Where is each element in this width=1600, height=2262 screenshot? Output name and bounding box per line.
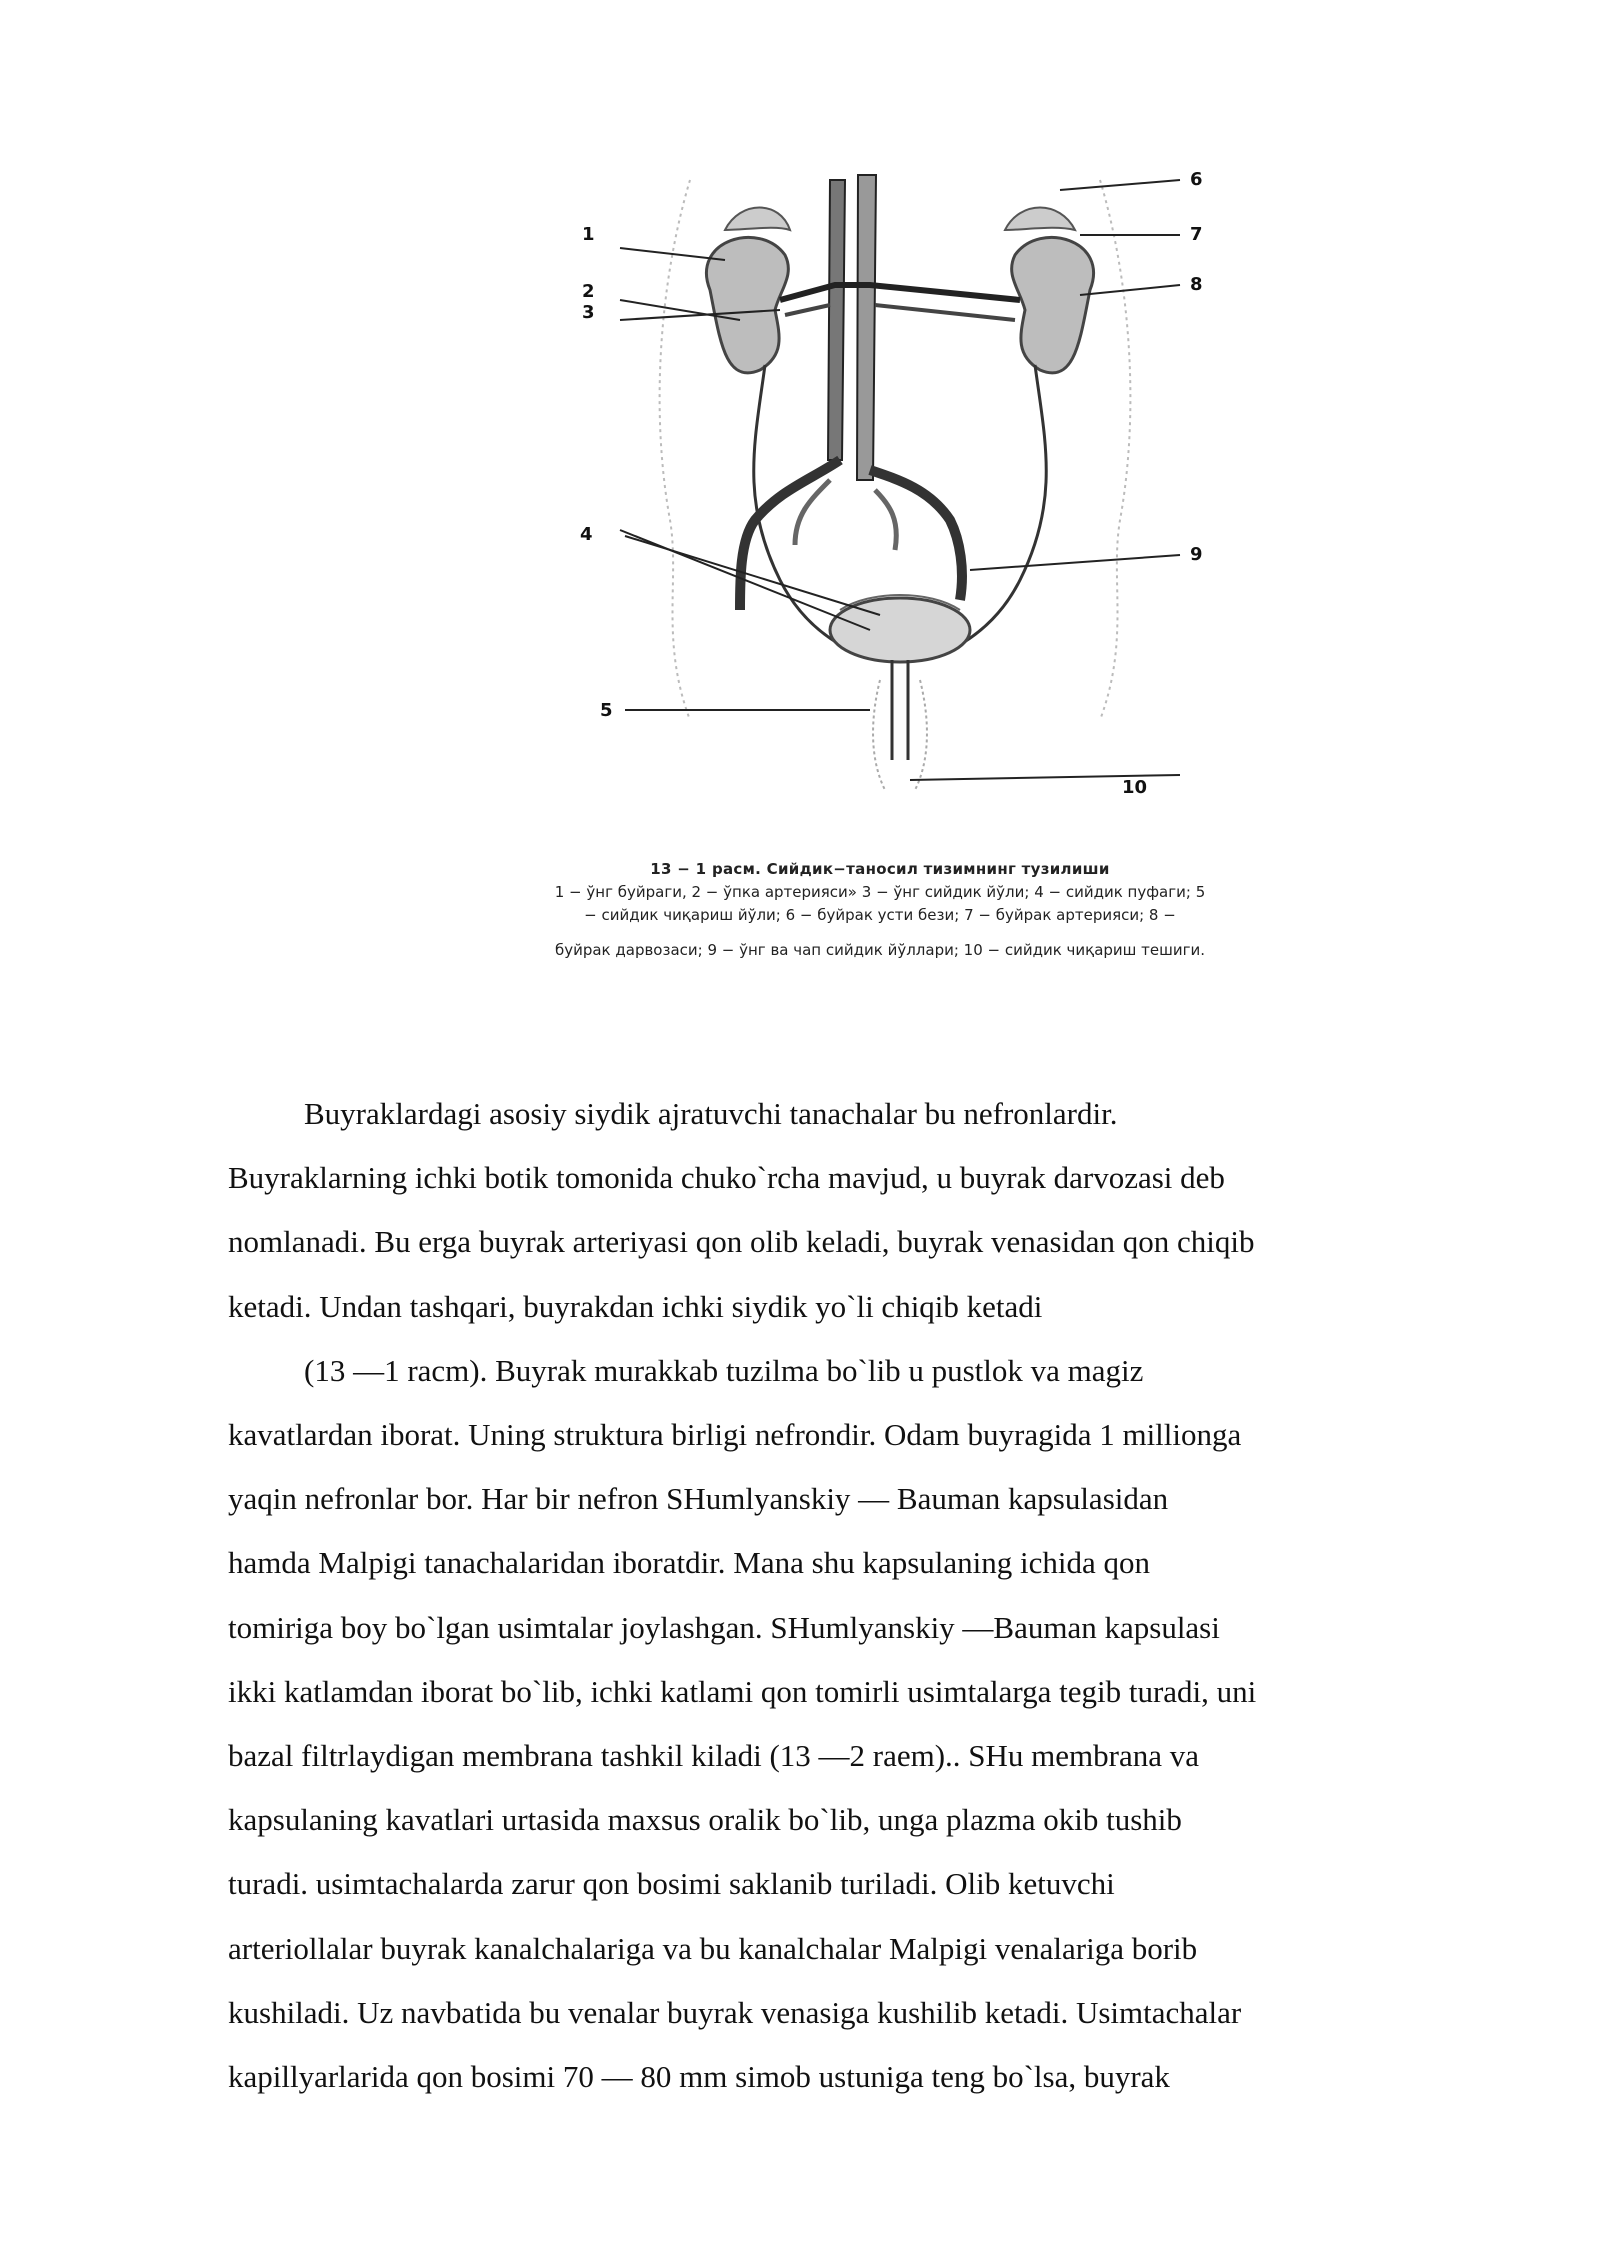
kidney-right [706,237,788,373]
aorta [828,180,845,460]
figure-label-10: 10 [1122,777,1148,798]
figure-label-6: 6 [1190,169,1203,190]
figure-label-3: 3 [582,302,595,323]
paragraph-line: (13 —1 racm). Buyrak murakkab tuzilma bo`lib u pustlok va magiz [304,1352,1144,1388]
caption-line: − сийдик чиқариш йўли; 6 − буйрак усти бези; 7 − буйрак артерияси; 8 − [584,906,1176,924]
figure-caption [430,858,1330,962]
paragraph-line: kapsulaning kavatlari urtasida maxsus oralik bo`lib, unga plazma okib tushib [228,1802,1182,1838]
paragraph-line: Buyraklardagi asosiy siydik ajratuvchi tanachalar bu nefronlardir. [304,1096,1118,1131]
paragraph-line: kavatlardan iborat. Uning struktura birligi nefrondir. Odam buyragida 1 millionga [228,1417,1242,1453]
urinary-system-figure [540,160,1260,820]
figure-label-4: 4 [580,524,593,545]
figure-label-8: 8 [1190,274,1203,295]
adrenal-gland-right [725,208,790,231]
kidney-left [1012,237,1094,373]
paragraph-line: turadi. usimtachalarda zarur qon bosimi saklanib turiladi. Olib ketuvchi [228,1866,1115,1902]
renal-vessels [780,285,1020,300]
urethra [892,660,908,760]
iliac-vessel-left [870,470,962,600]
paragraph-line: ikki katlamdan iborat bo`lib, ichki katlami qon tomirli usimtalarga tegib turadi, uni [228,1673,1257,1709]
paragraph-line: tomiriga boy bo`lgan usimtalar joylashgan. SHumlyanskiy —Bauman kapsulasi [228,1609,1220,1645]
paragraph-line: Buyraklarning ichki botik tomonida chuko`rcha mavjud, u buyrak darvozasi deb [228,1160,1225,1196]
caption-title: 13 − 1 расм. Сийдик−таносил тизимнинг тузилиши [650,860,1110,878]
figure-label-9: 9 [1190,544,1203,565]
paragraph-line: nomlanadi. Bu erga buyrak arteriyasi qon olib keladi, buyrak venasidan qon chiqib [228,1224,1255,1260]
paragraph-line: ketadi. Undan tashqari, buyrakdan ichki siydik yo`li chiqib ketadi [228,1288,1043,1324]
body-text [228,1082,1488,2109]
ureter-left [950,365,1046,650]
figure-label-2: 2 [582,281,595,302]
figure-label-5: 5 [600,700,613,721]
figure-label-7: 7 [1190,224,1203,245]
urinary-system-diagram [540,160,1260,820]
paragraph-line: kushiladi. Uz navbatida bu venalar buyrak venasiga kushilib ketadi. Usimtachalar [228,1994,1242,2030]
caption-line: 1 − ўнг буйраги, 2 − ўпка артерияси» 3 − ўнг сийдик йўли; 4 − сийдик пуфаги; 5 [554,883,1206,901]
paragraph-line: arteriollalar buyrak kanalchalariga va bu kanalchalar Malpigi venalariga borib [228,1930,1198,1966]
paragraph-line: kapillyarlarida qon bosimi 70 — 80 mm simob ustuniga teng bo`lsa, buyrak [228,2059,1170,2095]
paragraph-line: yaqin nefronlar bor. Har bir nefron SHumlyanskiy — Bauman kapsulasidan [228,1481,1169,1517]
figure-label-1: 1 [582,224,595,245]
paragraph-line: bazal filtrlaydigan membrana tashkil kiladi (13 —2 raem).. SHu membrana va [228,1738,1200,1774]
caption-line: буйрак дарвозаси; 9 − ўнг ва чап сийдик йўллари; 10 − сийдик чиқариш тешиги. [554,941,1206,959]
vena-cava [857,175,876,480]
bladder [830,598,970,662]
paragraph-line: hamda Malpigi tanachalaridan iboratdir. Mana shu kapsulaning ichida qon [228,1545,1150,1581]
adrenal-gland-left [1005,208,1075,231]
